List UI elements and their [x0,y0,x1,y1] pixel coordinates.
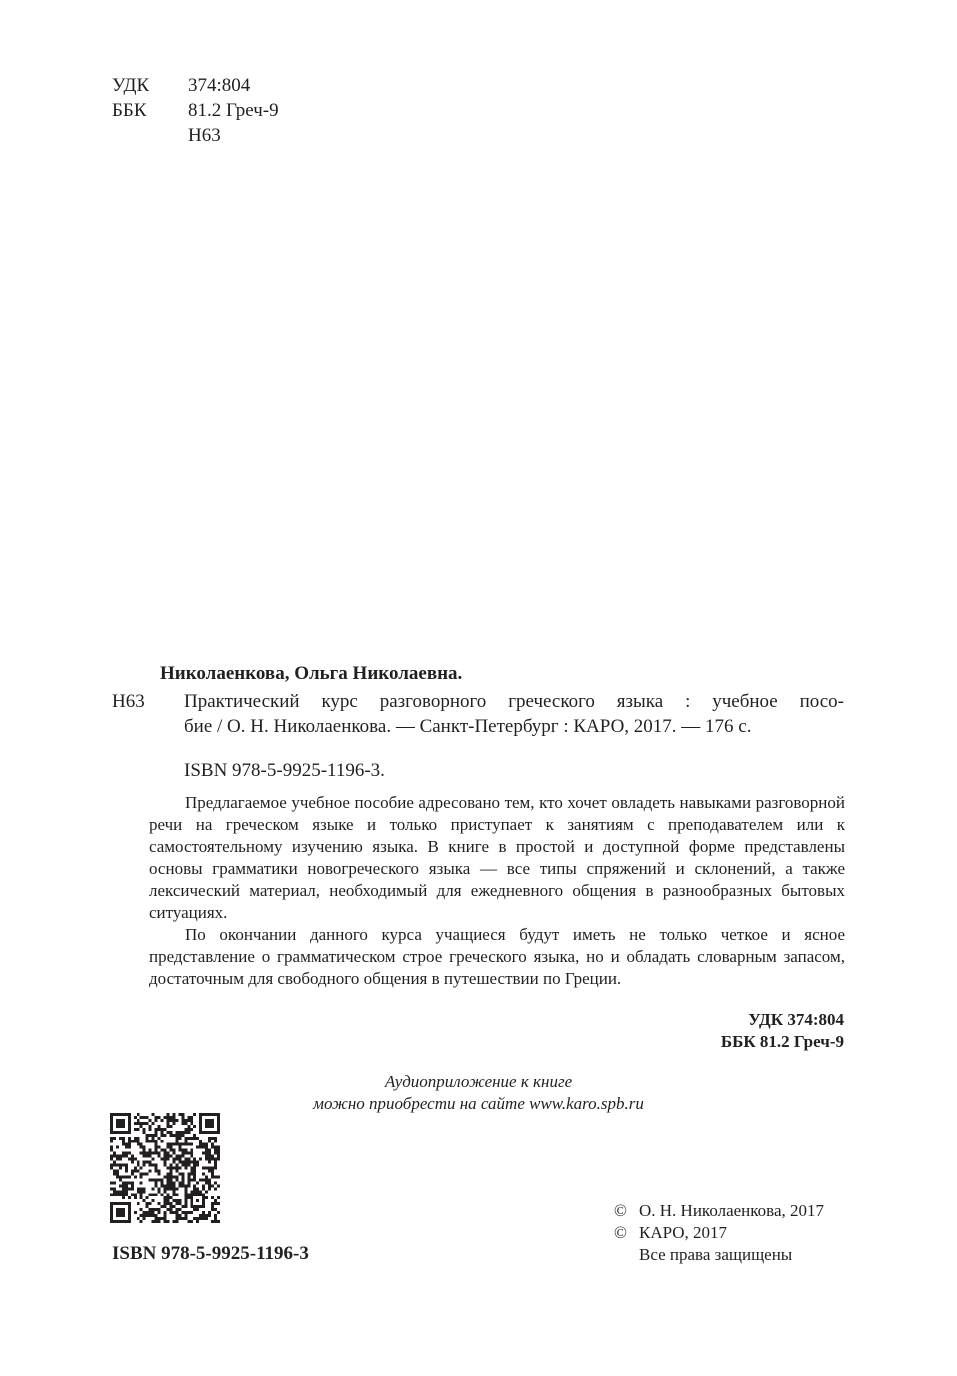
catalog-codes-top [112,73,279,148]
record-entry [184,689,844,739]
copyright-line-1: О. Н. Николаенкова, 2017 [639,1201,825,1220]
record-isbn: ISBN 978-5-9925-1196-3. [184,760,385,781]
bbk-label: ББК [112,100,147,121]
copyright-block [614,1200,824,1266]
bbk-row [112,98,279,123]
copyright-row-1 [614,1200,824,1222]
bbk-value: 81.2 Греч-9 [188,100,279,121]
audio-line-1: Аудиоприложение к книге [384,1072,573,1091]
copyright-row-2 [614,1222,824,1244]
udk-row [112,73,279,98]
udk-bottom: УДК 374:804 [748,1010,844,1029]
copyright-line-2: КАРО, 2017 [639,1223,728,1242]
record-index: Н63 [112,691,145,712]
udk-value: 374:804 [188,75,251,96]
record-title-line-2: бие / О. Н. Николаенкова. — Санкт-Петербург : КАРО, 2017. — 176 с. [184,716,752,737]
audio-note [0,1071,957,1115]
copyright-row-3 [614,1244,824,1266]
qr-code-icon [110,1113,220,1223]
author-mark: Н63 [188,125,221,146]
isbn-bottom: ISBN 978-5-9925-1196-3 [112,1243,309,1264]
author-mark-row [112,123,279,148]
annotation-paragraph-1: Предлагаемое учебное пособие адресовано тем, кто хочет овладеть навыками разговорной речи на греческом языке и только приступает к занятиям с преподавателем или к самостоятельному изучению языка. В книге в простой и доступной форме представлены основы грамматики новогреческого языка — все типы спряжений и склонений, а также лексический материал, необходимый для ежедневного общения в разнообразных бытовых ситуациях. [149,793,845,922]
copyright-symbol-2: © [614,1223,627,1242]
annotation-paragraph-2: По окончании данного курса учащиеся будут иметь не только четкое и ясное представление о грамматическом строе греческого языка, но и обладать словарным запасом, достаточным для свободного общения в путешествии по Греции. [149,925,845,988]
copyright-symbol-1: © [614,1201,627,1220]
annotation [149,792,845,990]
catalog-codes-bottom [721,1009,844,1053]
copyright-line-3: Все права защищены [639,1245,793,1264]
record-author: Николаенкова, Ольга Николаевна. [160,663,463,684]
audio-line-2: можно приобрести на сайте www.karo.spb.ru [313,1094,644,1113]
record-title-line-1: Практический курс разговорного греческого языка : учебное посо- [184,691,844,712]
bbk-bottom: ББК 81.2 Греч-9 [720,1032,844,1051]
udk-label: УДК [112,75,150,96]
